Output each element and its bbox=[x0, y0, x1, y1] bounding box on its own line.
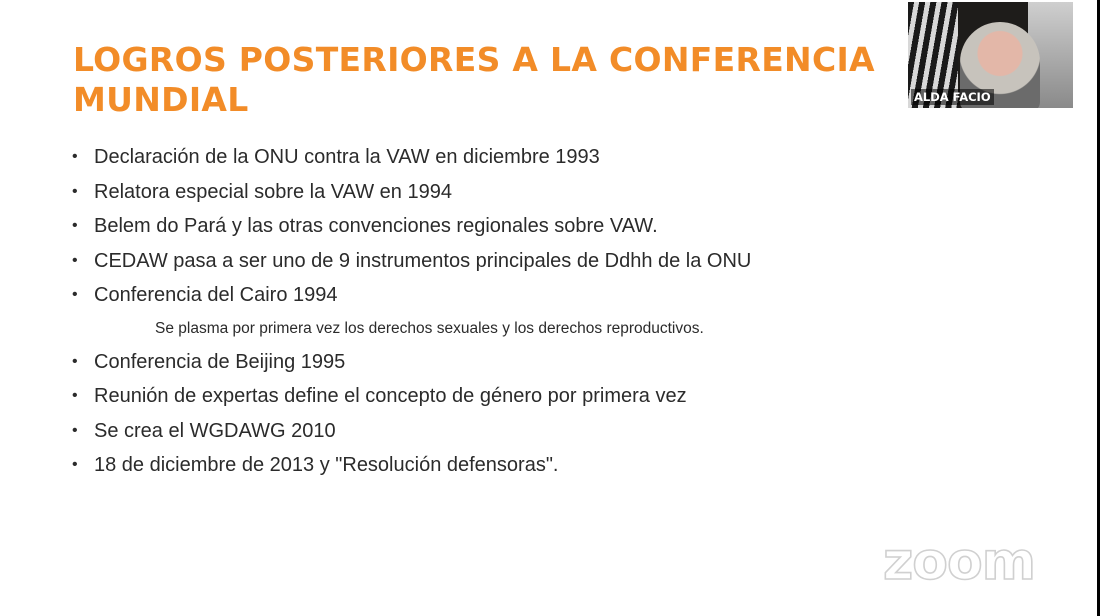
list-item bbox=[70, 450, 890, 485]
bullet-icon: • bbox=[72, 286, 78, 303]
bullet-icon: • bbox=[72, 421, 78, 439]
bullet-icon: • bbox=[72, 352, 78, 370]
bullet-icon: • bbox=[72, 148, 78, 165]
participant-name-label: ALDA FACIO bbox=[911, 89, 994, 105]
list-item bbox=[70, 347, 890, 382]
slide-title: LOGROS POSTERIORES A LA CONFERENCIA MUNDIAL bbox=[73, 40, 875, 119]
bullet-icon: • bbox=[72, 387, 78, 404]
list-item-text: Relatora especial sobre la VAW en 1994 bbox=[94, 180, 452, 203]
zoom-logo-watermark: zoom bbox=[883, 532, 1035, 592]
sub-list-item: Se plasma por primera vez los derechos sexuales y los derechos reproductivos. bbox=[155, 319, 704, 337]
list-item bbox=[70, 416, 890, 451]
list-item-text: Belem do Pará y las otras convenciones regionales sobre VAW. bbox=[94, 215, 658, 237]
bullet-icon: • bbox=[72, 217, 78, 234]
list-item-text: Reunión de expertas define el concepto de género por primera vez bbox=[94, 385, 687, 407]
bullet-icon: • bbox=[72, 251, 78, 269]
list-item bbox=[70, 381, 890, 416]
bullet-icon: • bbox=[72, 456, 78, 473]
list-item-text: CEDAW pasa a ser uno de 9 instrumentos principales de Ddhh de la ONU bbox=[94, 249, 752, 272]
list-item-text: 18 de diciembre de 2013 y "Resolución defensoras". bbox=[94, 454, 559, 476]
list-item bbox=[70, 211, 890, 246]
list-item bbox=[70, 142, 890, 177]
bullet-icon: • bbox=[72, 182, 78, 200]
participant-video-tile[interactable] bbox=[908, 2, 1073, 108]
list-item-text: Declaración de la ONU contra la VAW en diciembre 1993 bbox=[94, 146, 600, 168]
list-item bbox=[70, 280, 890, 315]
list-item-text: Conferencia del Cairo 1994 bbox=[94, 284, 338, 306]
list-item bbox=[70, 177, 890, 212]
bullet-list bbox=[70, 142, 890, 485]
list-item bbox=[70, 246, 890, 281]
list-item-text: Se crea el WGDAWG 2010 bbox=[94, 419, 336, 442]
list-item-text: Conferencia de Beijing 1995 bbox=[94, 350, 346, 373]
